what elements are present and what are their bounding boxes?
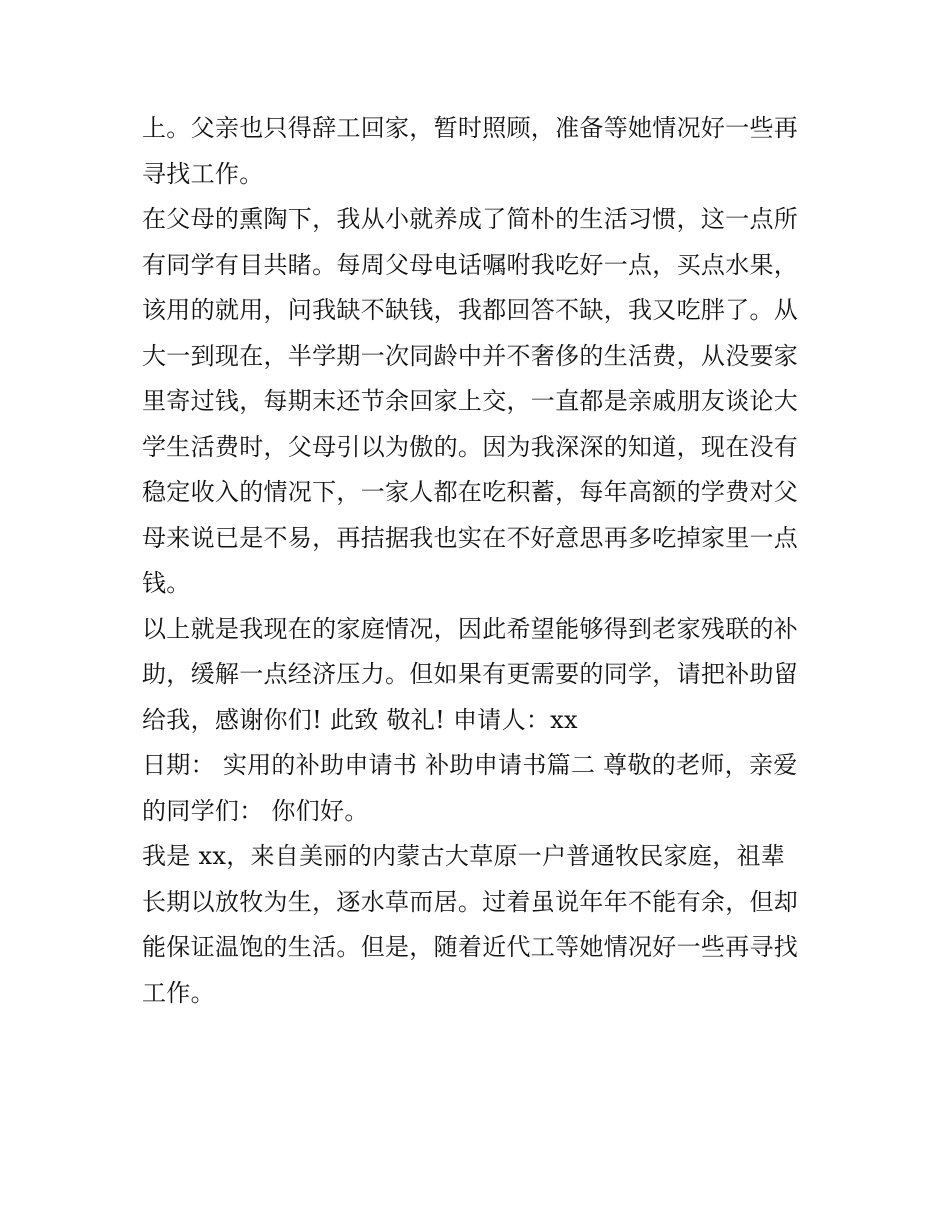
text-line: 钱。 (142, 569, 191, 597)
text-line: 日期： 实用的补助申请书 补助申请书篇二 尊敬的老师，亲爱 (142, 751, 798, 779)
text-line: 我是 xx，来自美丽的内蒙古大草原一户普通牧民家庭，祖辈 (142, 842, 786, 870)
text-line: 里寄过钱，每期末还节余回家上交，一直都是亲戚朋友谈论大 (142, 387, 799, 415)
text-line: 工作。 (142, 978, 215, 1007)
text-line: 长期以放牧为生，逐水草而居。过着虽说年年不能有余，但却 (142, 887, 799, 916)
document-body-text (142, 106, 822, 1016)
text-line: 以上就是我现在的家庭情况，因此希望能够得到老家残联的补 (142, 614, 799, 643)
text-line: 大一到现在，半学期一次同龄中并不奢侈的生活费，从没要家 (142, 341, 799, 370)
text-line: 有同学有目共睹。每周父母电话嘱咐我吃好一点，买点水果， (142, 250, 799, 279)
text-line: 上。父亲也只得辞工回家，暂时照顾，准备等她情况好一些再 (142, 114, 799, 142)
text-line: 给我，感谢你们! 此致 敬礼! 申请人：xx (142, 705, 578, 734)
text-line: 该用的就用，问我缺不缺钱，我都回答不缺，我又吃胖了。从 (142, 296, 799, 324)
text-line: 能保证温饱的生活。但是，随着近代工等她情况好一些再寻找 (142, 933, 799, 961)
text-line: 助，缓解一点经济压力。但如果有更需要的同学，请把补助留 (142, 660, 799, 688)
text-line: 母来说已是不易，再拮据我也实在不好意思再多吃掉家里一点 (142, 523, 799, 552)
text-line: 的同学们： 你们好。 (142, 796, 369, 825)
text-line: 稳定收入的情况下，一家人都在吃积蓄，每年高额的学费对父 (142, 478, 799, 506)
text-line: 在父母的熏陶下，我从小就养成了简朴的生活习惯，这一点所 (142, 205, 799, 233)
text-line: 寻找工作。 (142, 159, 264, 188)
text-line: 学生活费时，父母引以为傲的。因为我深深的知道，现在没有 (142, 432, 799, 461)
